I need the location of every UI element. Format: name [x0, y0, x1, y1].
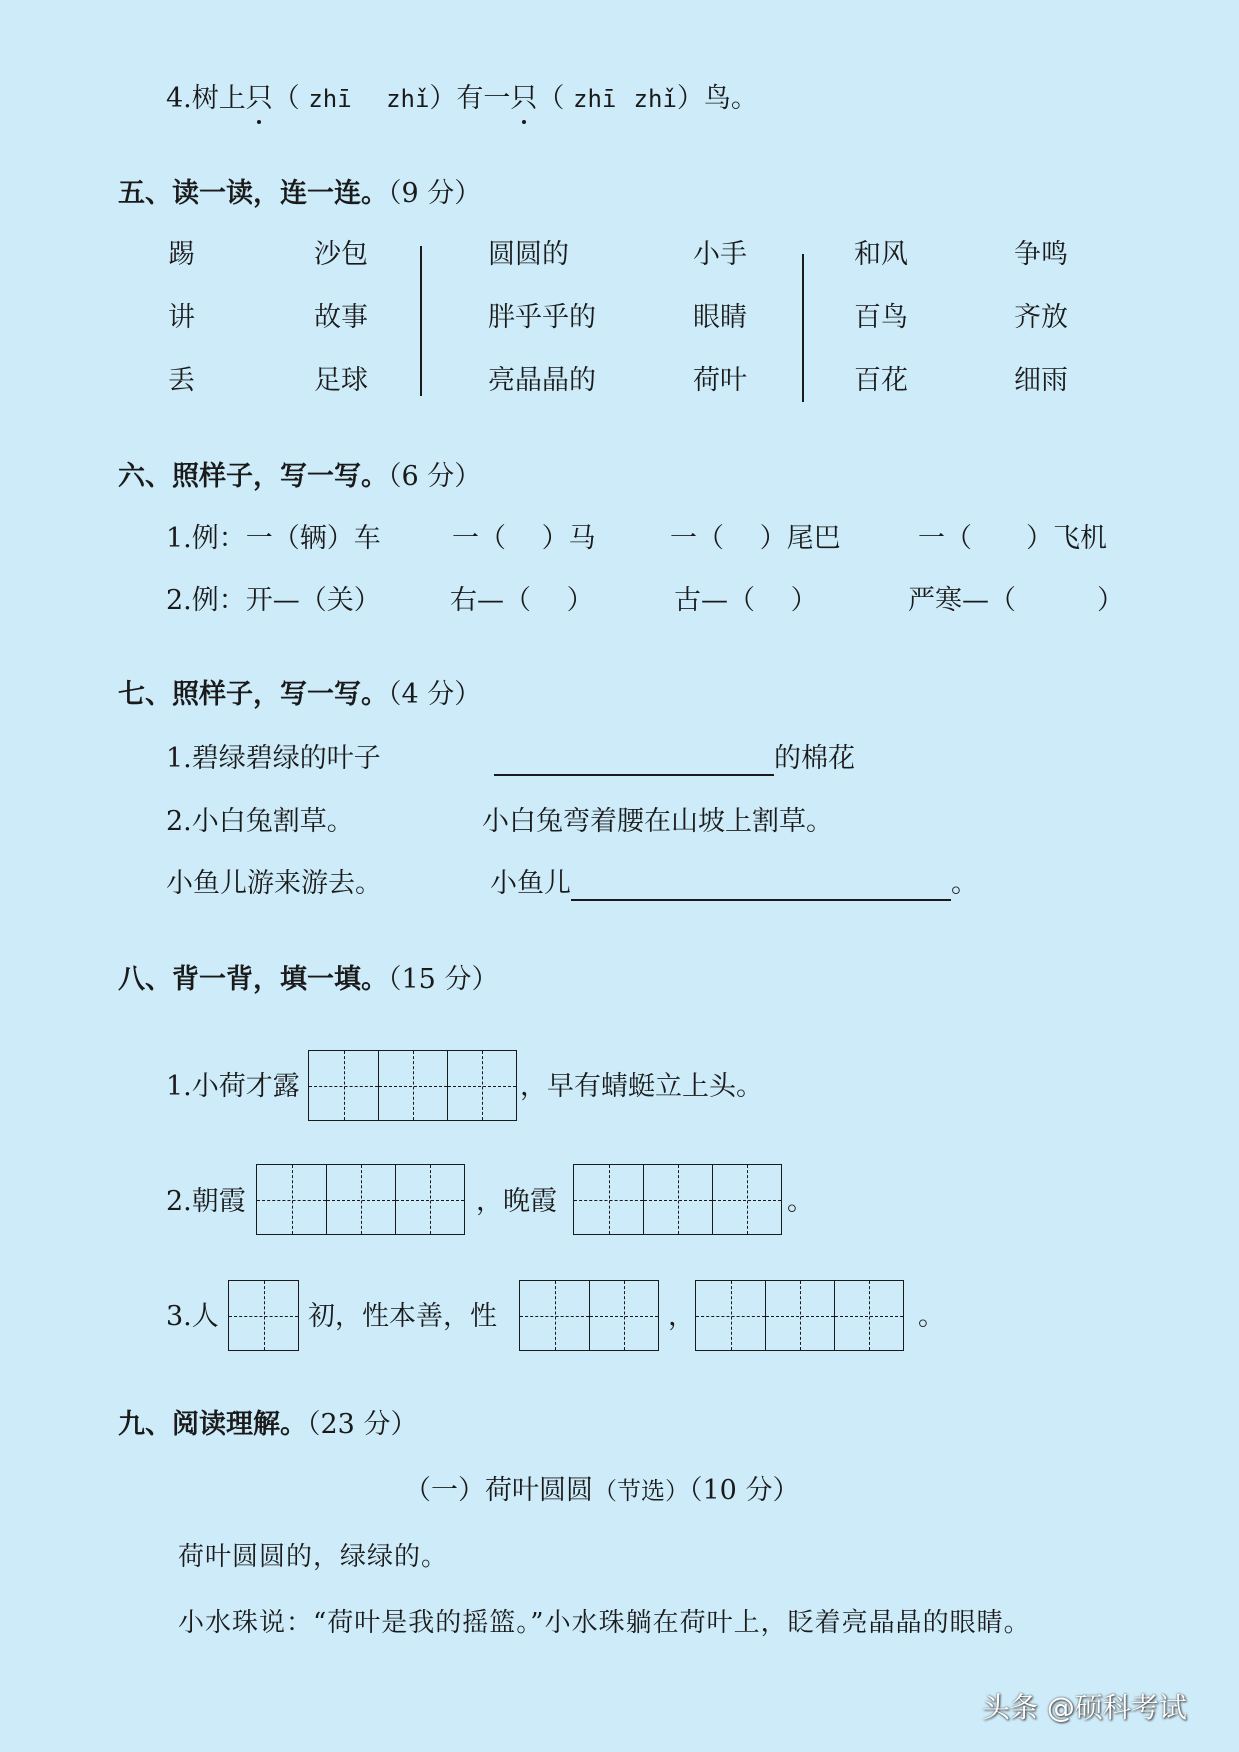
- s8-item3-mid1: 初，性本善，性: [308, 1301, 497, 1332]
- s8-item2-prefix: 2.朝霞: [166, 1186, 246, 1217]
- writing-grid[interactable]: [228, 1280, 299, 1351]
- grid-cell[interactable]: [712, 1165, 781, 1234]
- s5-g1-right-2: 故事: [314, 302, 368, 333]
- q4-paren: （: [272, 83, 300, 114]
- column-divider: [420, 246, 422, 396]
- s6-row1-blank-1[interactable]: 一（ ）马: [452, 523, 596, 554]
- section-title: 九、阅读理解。: [118, 1409, 307, 1440]
- section-title: 八、背一背，填一填。: [118, 964, 388, 995]
- s6-row2-blank-3[interactable]: 严寒—（ ）: [908, 585, 1124, 616]
- s5-g3-right-3: 细雨: [1014, 365, 1068, 396]
- section-points: （23 分）: [307, 1409, 418, 1440]
- s5-g1-right-3: 足球: [314, 365, 368, 396]
- passage-title: [404, 1474, 799, 1508]
- column-divider: [802, 254, 804, 402]
- grid-cell[interactable]: [574, 1165, 643, 1234]
- grid-cell[interactable]: [257, 1165, 326, 1234]
- s8-item2-mid: ，晚霞: [476, 1186, 557, 1217]
- grid-cell[interactable]: [765, 1281, 834, 1350]
- passage-para-1: 荷叶圆圆的，绿绿的。: [178, 1542, 449, 1572]
- s5-g2-left-2: 胖乎乎的: [488, 302, 596, 333]
- answer-blank[interactable]: [494, 746, 774, 776]
- section-title: 六、照样子，写一写。: [118, 461, 388, 492]
- s7-line1-left: 1.碧绿碧绿的叶子: [166, 743, 381, 774]
- s7-line2-right: 小白兔弯着腰在山坡上割草。: [482, 806, 833, 837]
- s5-g2-left-3: 亮晶晶的: [488, 365, 596, 396]
- s6-row1-blank-3[interactable]: 一（ ）飞机: [918, 523, 1107, 554]
- grid-cell[interactable]: [229, 1281, 298, 1350]
- grid-cell[interactable]: [326, 1165, 395, 1234]
- section-title: 七、照样子，写一写。: [118, 679, 388, 710]
- s8-item1-suffix: ，早有蜻蜓立上头。: [520, 1071, 763, 1102]
- s5-g1-left-3: 丢: [168, 365, 195, 396]
- grid-cell[interactable]: [520, 1281, 589, 1350]
- s8-item3-mid2: ，: [668, 1301, 695, 1332]
- pinyin-option: zhī: [308, 85, 352, 113]
- q4-mid: 有一: [456, 83, 511, 114]
- s7-line1-suffix: 的棉花: [774, 743, 855, 774]
- grid-cell[interactable]: [589, 1281, 658, 1350]
- s8-item1-prefix: 1.小荷才露: [166, 1071, 300, 1102]
- grid-cell[interactable]: [378, 1051, 447, 1120]
- answer-blank[interactable]: [571, 871, 951, 901]
- q4-paren: ）: [429, 83, 457, 114]
- s5-g2-right-2: 眼睛: [693, 302, 747, 333]
- s5-g3-right-1: 争鸣: [1014, 239, 1068, 270]
- grid-cell[interactable]: [447, 1051, 516, 1120]
- writing-grid[interactable]: [256, 1164, 465, 1235]
- pinyin-option: zhǐ: [386, 85, 430, 113]
- s6-row1-blank-2[interactable]: 一（ ）尾巴: [670, 523, 841, 554]
- grid-cell[interactable]: [309, 1051, 378, 1120]
- s5-g3-left-2: 百鸟: [854, 302, 908, 333]
- s8-item3-prefix: 3.人: [166, 1301, 219, 1332]
- grid-cell[interactable]: [834, 1281, 903, 1350]
- grid-cell[interactable]: [696, 1281, 765, 1350]
- s6-row2-example: 2.例：开—（关）: [166, 585, 381, 616]
- section-points: （9 分）: [388, 178, 482, 209]
- q4-paren: （: [537, 83, 565, 114]
- passage-para-2: 小水珠说：“荷叶是我的摇篮。”小水珠躺在荷叶上，眨着亮晶晶的眼睛。: [178, 1608, 1031, 1638]
- passage-title-text: （一）荷叶圆圆: [404, 1475, 593, 1506]
- s5-g1-left-1: 踢: [168, 239, 195, 270]
- s6-row2-blank-2[interactable]: 古—（ ）: [674, 585, 818, 616]
- s8-item3-suffix: 。: [918, 1301, 945, 1332]
- s5-g1-right-1: 沙包: [314, 239, 368, 270]
- q4-line: [166, 82, 758, 116]
- writing-grid[interactable]: [308, 1050, 517, 1121]
- section-points: （6 分）: [388, 461, 482, 492]
- s6-row1-example: 1.例：一（辆）车: [166, 523, 381, 554]
- section6-heading: [118, 460, 481, 494]
- s5-g3-left-1: 和风: [854, 239, 908, 270]
- section5-heading: [118, 177, 481, 211]
- section-points: （4 分）: [388, 679, 482, 710]
- pinyin-option: zhī: [573, 85, 617, 113]
- section-title: 五、读一读，连一连。: [118, 178, 388, 209]
- grid-cell[interactable]: [395, 1165, 464, 1234]
- q4-prefix: 4.树上: [166, 83, 246, 114]
- q4-paren: ）: [676, 83, 704, 114]
- passage-note: （节选）: [593, 1477, 689, 1505]
- section8-heading: [118, 963, 498, 997]
- passage-points: （10 分）: [689, 1475, 800, 1506]
- s7-line3-right: [490, 867, 978, 901]
- q4-dotted-char-1: 只: [245, 83, 273, 114]
- s7-line3-prefix: 小鱼儿: [490, 868, 571, 899]
- section7-heading: [118, 678, 481, 712]
- q4-dotted-char-2: 只: [510, 83, 538, 114]
- s5-g2-right-1: 小手: [693, 239, 747, 270]
- grid-cell[interactable]: [643, 1165, 712, 1234]
- s8-item2-suffix: 。: [787, 1186, 814, 1217]
- s5-g1-left-2: 讲: [168, 302, 195, 333]
- s7-line1-right: [494, 742, 855, 776]
- writing-grid[interactable]: [695, 1280, 904, 1351]
- s7-line3-suffix: 。: [951, 868, 978, 899]
- q4-suffix: 鸟。: [703, 83, 758, 114]
- writing-grid[interactable]: [519, 1280, 659, 1351]
- watermark: 头条 @硕科考试: [982, 1691, 1187, 1724]
- s5-g2-right-3: 荷叶: [693, 365, 747, 396]
- s5-g3-left-3: 百花: [854, 365, 908, 396]
- section9-heading: [118, 1408, 417, 1442]
- s5-g2-left-1: 圆圆的: [488, 239, 569, 270]
- s7-line3-left: 小鱼儿游来游去。: [166, 868, 382, 899]
- section-points: （15 分）: [388, 964, 499, 995]
- s5-g3-right-2: 齐放: [1014, 302, 1068, 333]
- writing-grid[interactable]: [573, 1164, 782, 1235]
- s7-line2-left: 2.小白兔割草。: [166, 806, 354, 837]
- s6-row2-blank-1[interactable]: 右—（ ）: [450, 585, 594, 616]
- pinyin-option: zhǐ: [633, 85, 677, 113]
